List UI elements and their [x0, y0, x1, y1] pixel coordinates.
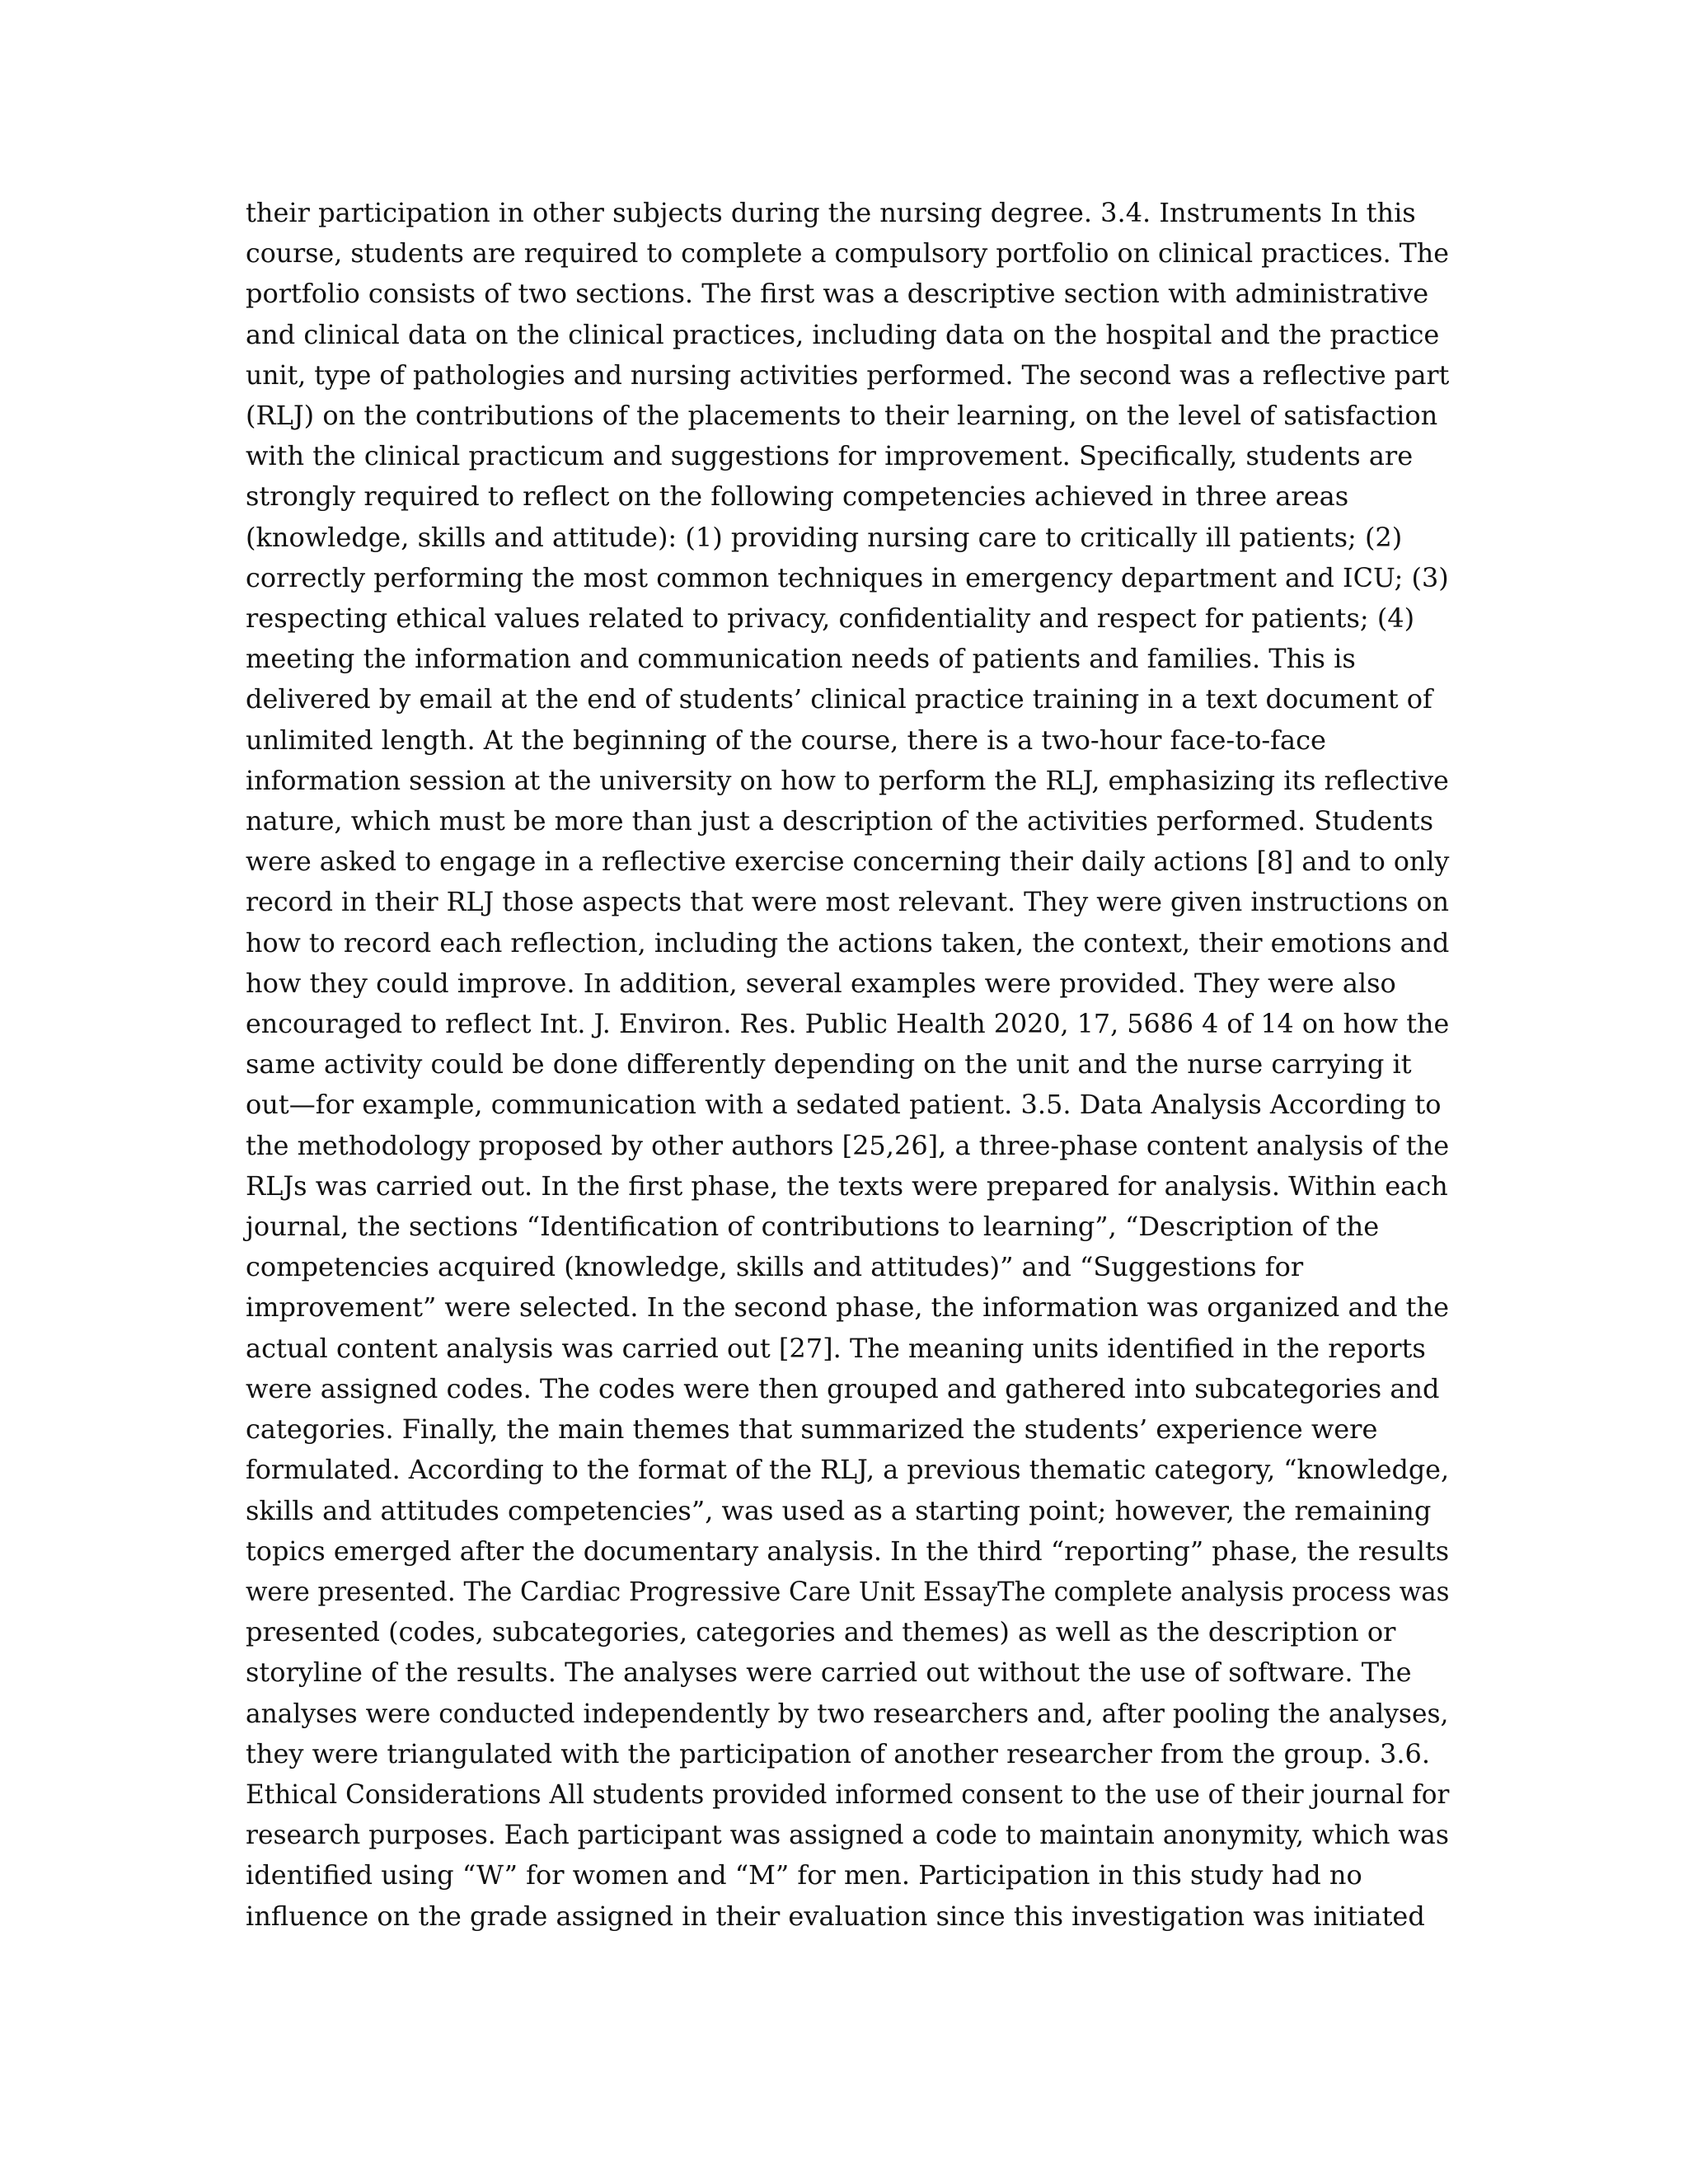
text-line: their participation in other subjects during the nursing degree. 3.4. Instruments In this [246, 197, 1416, 228]
text-line: meeting the information and communication needs of patients and families. This is [246, 643, 1356, 675]
text-line: delivered by email at the end of students’ clinical practice training in a text document of [246, 683, 1432, 715]
text-line: correctly performing the most common techniques in emergency department and ICU; (3) [246, 561, 1449, 593]
text-line: journal, the sections “Identification of contributions to learning”, “Description of the [246, 1211, 1380, 1243]
text-line: the methodology proposed by other authors [25,26], a three-phase content analysis of the [246, 1129, 1450, 1161]
text-line: improvement” were selected. In the second phase, the information was organized and the [246, 1291, 1449, 1324]
text-line: were assigned codes. The codes were then grouped and gathered into subcategories and [246, 1372, 1440, 1404]
text-line: nature, which must be more than just a description of the activities performed. Students [246, 805, 1433, 837]
text-line: skills and attitudes competencies”, was used as a starting point; however, the remaining [246, 1494, 1432, 1526]
text-line: actual content analysis was carried out [27]. The meaning units identified in the reports [246, 1332, 1426, 1364]
text-line: identified using “W” for women and “M” for men. Participation in this study had no [246, 1859, 1362, 1891]
text-line: portfolio consists of two sections. The first was a descriptive section with administrative [246, 278, 1429, 310]
text-line: research purposes. Each participant was assigned a code to maintain anonymity, which was [246, 1819, 1449, 1851]
text-line: same activity could be done differently depending on the unit and the nurse carrying it [246, 1048, 1412, 1080]
text-line: encouraged to reflect Int. J. Environ. Res. Public Health 2020, 17, 5686 4 of 14 on how the [246, 1008, 1450, 1040]
text-line: formulated. According to the format of the RLJ, a previous thematic category, “knowledge, [246, 1454, 1450, 1486]
text-line: competencies acquired (knowledge, skills and attitudes)” and “Suggestions for [246, 1251, 1304, 1283]
text-line: categories. Finally, the main themes that summarized the students’ experience were [246, 1413, 1378, 1446]
text-line: and clinical data on the clinical practices, including data on the hospital and the practice [246, 318, 1440, 350]
text-line: storyline of the results. The analyses were carried out without the use of software. The [246, 1657, 1412, 1689]
text-line: unlimited length. At the beginning of the course, there is a two-hour face-to-face [246, 724, 1326, 756]
text-line: strongly required to reflect on the following competencies achieved in three areas [246, 480, 1349, 513]
text-line: Ethical Considerations All students provided informed consent to the use of their journal for [246, 1778, 1450, 1810]
text-line: record in their RLJ those aspects that were most relevant. They were given instructions on [246, 886, 1449, 918]
text-line: out—for example, communication with a sedated patient. 3.5. Data Analysis According to [246, 1089, 1442, 1121]
text-line: were asked to engage in a reflective exercise concerning their daily actions [8] and to only [246, 846, 1450, 878]
text-line: they were triangulated with the participation of another researcher from the group. 3.6. [246, 1737, 1431, 1769]
text-line: unit, type of pathologies and nursing activities performed. The second was a reflective part [246, 359, 1450, 391]
text-line: information session at the university on how to perform the RLJ, emphasizing its reflective [246, 764, 1449, 796]
text-line: topics emerged after the documentary analysis. In the third “reporting” phase, the results [246, 1535, 1450, 1567]
text-line: analyses were conducted independently by two researchers and, after pooling the analyses, [246, 1697, 1449, 1729]
text-line: presented (codes, subcategories, categories and themes) as well as the description or [246, 1616, 1396, 1648]
text-line: (RLJ) on the contributions of the placements to their learning, on the level of satisfaction [246, 400, 1438, 432]
text-line: course, students are required to complete a compulsory portfolio on clinical practices. The [246, 237, 1449, 269]
text-line: were presented. The Cardiac Progressive Care Unit EssayThe complete analysis process was [246, 1575, 1450, 1607]
text-line: respecting ethical values related to privacy, confidentiality and respect for patients; (4) [246, 602, 1415, 635]
text-line: how to record each reflection, including the actions taken, the context, their emotions and [246, 926, 1450, 958]
text-line: influence on the grade assigned in their evaluation since this investigation was initiated [246, 1900, 1425, 1932]
body-text [246, 193, 1449, 1937]
text-line: RLJs was carried out. In the first phase, the texts were prepared for analysis. Within each [246, 1169, 1448, 1202]
text-line: with the clinical practicum and suggestions for improvement. Specifically, students are [246, 440, 1414, 472]
text-line: how they could improve. In addition, several examples were provided. They were also [246, 967, 1396, 999]
text-line: (knowledge, skills and attitude): (1) providing nursing care to critically ill patients; (2) [246, 521, 1403, 553]
